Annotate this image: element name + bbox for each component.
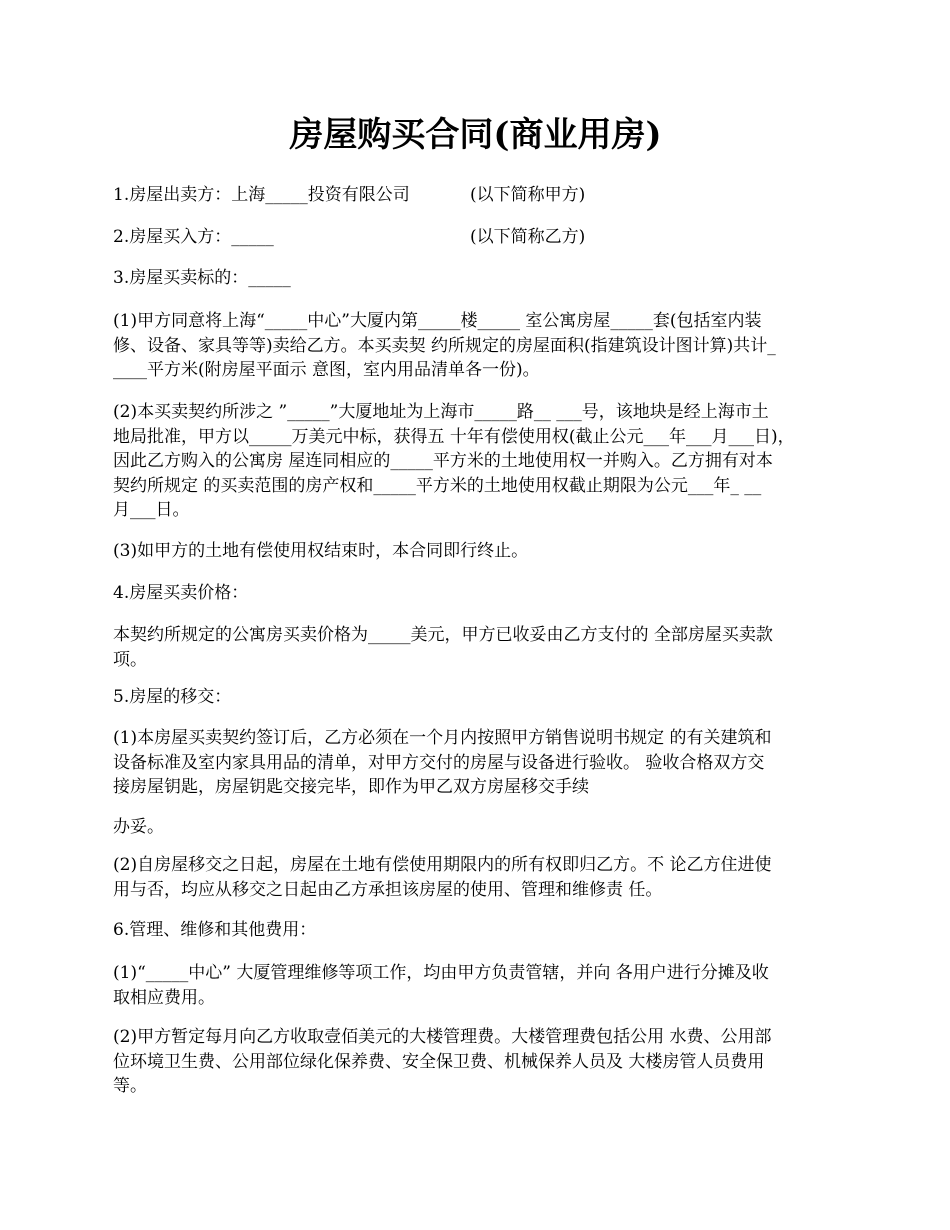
- text-line: 6.管理、维修和其他费用：: [113, 920, 317, 940]
- clause-5-1-continued: [113, 815, 838, 840]
- buyer-note: (以下简称乙方): [470, 227, 586, 247]
- text-line: 本契约所规定的公寓房买卖价格为_____美元，甲方已收妥由乙方支付的 全部房屋买卖款: [113, 625, 773, 645]
- seller-clause: [113, 183, 838, 208]
- clause-3-heading: [113, 266, 838, 291]
- text-line: 3.房屋买卖标的：_____: [113, 268, 291, 288]
- text-line: (3)如甲方的土地有偿使用权结束时，本合同即行终止。: [113, 541, 529, 561]
- text-line: 地局批准，甲方以_____万美元中标，获得五 十年有偿使用权(截止公元___年___月___日)，: [113, 426, 795, 447]
- seller-label: 1.房屋出卖方：上海_____投资有限公司: [113, 185, 410, 205]
- clause-3-1: [113, 309, 838, 383]
- text-line: (1)本房屋买卖契约签订后，乙方必须在一个月内按照甲方销售说明书规定 的有关建筑和: [113, 728, 772, 748]
- buyer-clause: [113, 225, 838, 250]
- text-line: (2)甲方暂定每月向乙方收取壹佰美元的大楼管理费。大楼管理费包括公用 水费、公用部: [113, 1027, 772, 1047]
- text-line: 等。: [113, 1076, 147, 1096]
- text-line: 因此乙方购入的公寓房 屋连同相应的_____平方米的土地使用权一并购入。乙方拥有对本: [113, 451, 773, 471]
- text-line: (1)甲方同意将上海“_____中心”大厦内第_____楼_____ 室公寓房屋_____套(包括室内装: [113, 311, 762, 331]
- text-line: 接房屋钥匙，房屋钥匙交接完毕，即作为甲乙双方房屋移交手续: [113, 777, 589, 797]
- clause-6-heading: [113, 918, 838, 943]
- clause-6-2: [113, 1025, 838, 1099]
- text-line: (2)自房屋移交之日起，房屋在土地有偿使用期限内的所有权即归乙方。不 论乙方住进使: [113, 855, 772, 875]
- text-line: 修、设备、家具等等)卖给乙方。本买卖契 约所规定的房屋面积(指建筑设计图计算)共计_: [113, 335, 776, 356]
- seller-note: (以下简称甲方): [470, 185, 586, 205]
- text-line: 4.房屋买卖价格：: [113, 583, 249, 603]
- text-line: (1)“_____中心” 大厦管理维修等项工作，均由甲方负责管辖，并向 各用户进行分摊及收: [113, 963, 769, 983]
- text-line: 位环境卫生费、公用部位绿化保养费、安全保卫费、机械保养人员及 大楼房管人员费用: [113, 1051, 765, 1072]
- text-line: 用与否，均应从移交之日起由乙方承担该房屋的使用、管理和维修责 任。: [113, 879, 663, 900]
- text-line: 项。: [113, 649, 147, 670]
- clause-5-heading: [113, 685, 838, 710]
- clause-6-1: [113, 961, 838, 1010]
- clause-4-1: [113, 623, 838, 672]
- text-line: 办妥。: [113, 817, 164, 837]
- text-line: 设备标准及室内家具用品的清单，对甲方交付的房屋与设备进行验收。 验收合格双方交: [113, 752, 765, 773]
- clause-5-1: [113, 726, 838, 800]
- text-line: 5.房屋的移交：: [113, 687, 232, 707]
- text-line: (2)本买卖契约所涉之 ”_____”大厦地址为上海市_____路__ ___号，该地块是经上海市土: [113, 402, 769, 422]
- clause-4-heading: [113, 581, 838, 606]
- text-line: 月___日。: [113, 500, 190, 520]
- buyer-label: 2.房屋买入方：_____: [113, 227, 274, 247]
- clause-5-2: [113, 853, 838, 902]
- clause-3-3: [113, 539, 838, 564]
- clause-3-2: [113, 400, 838, 523]
- text-line: ____平方米(附房屋平面示 意图，室内用品清单各一份)。: [113, 360, 540, 380]
- text-line: 取相应费用。: [113, 987, 215, 1008]
- text-line: 契约所规定 的买卖范围的房产权和_____平方米的土地使用权截止期限为公元___年_ __: [113, 475, 762, 496]
- document-title: 房屋购买合同(商业用房): [289, 115, 662, 155]
